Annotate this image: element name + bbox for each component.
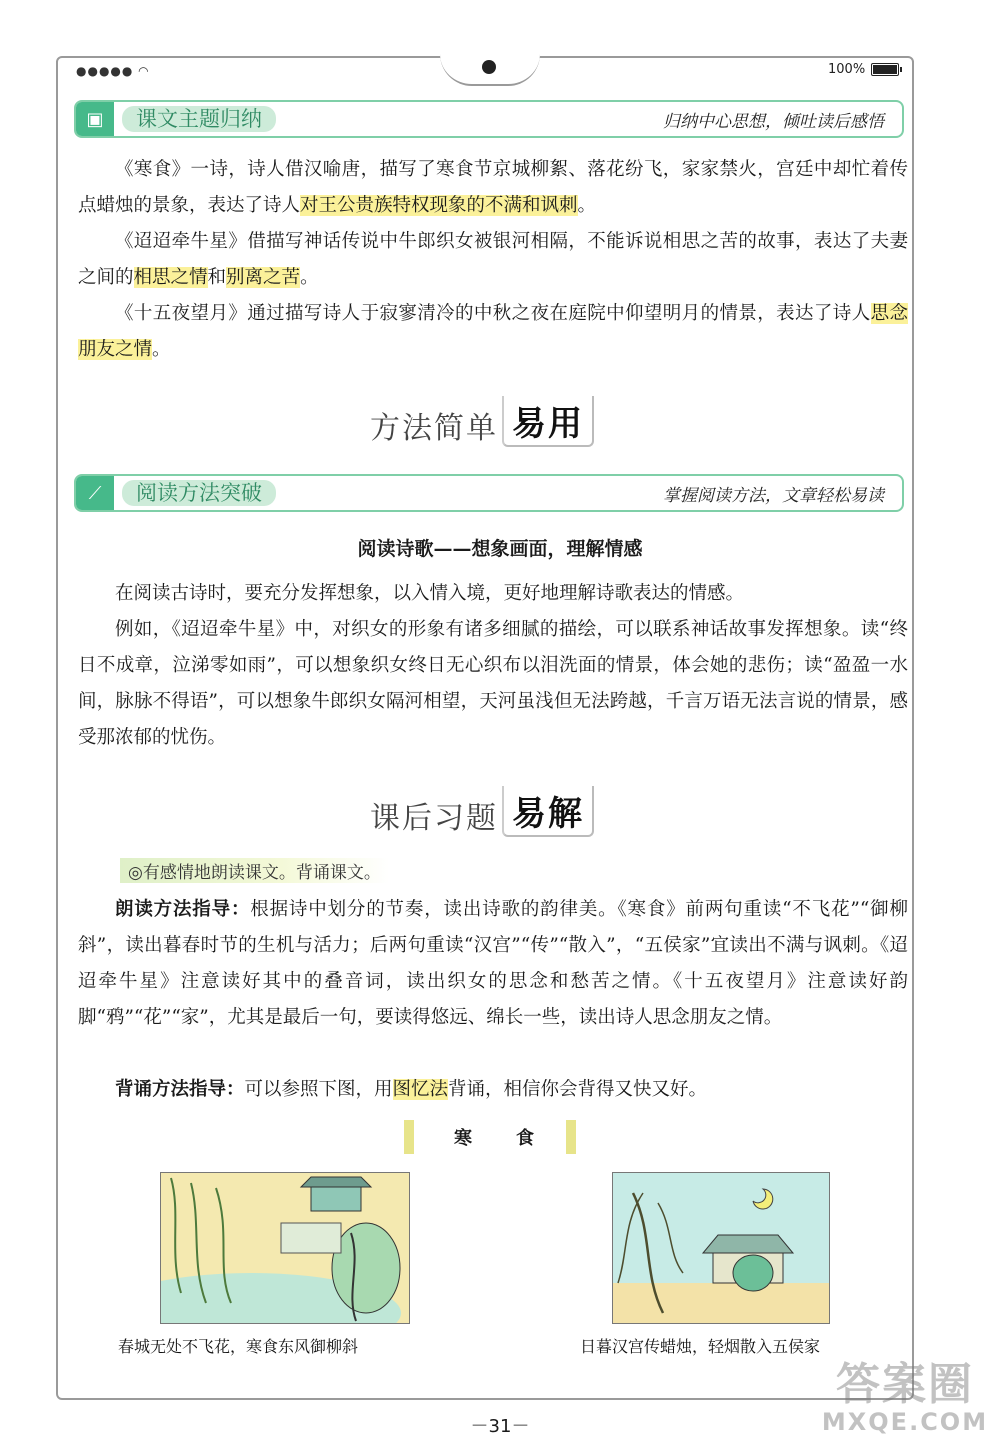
illustration-palace-dusk <box>612 1172 830 1324</box>
watermark <box>820 1359 990 1436</box>
recite-guide: 背诵方法指导：可以参照下图，用图忆法背诵，相信你会背得又快又好。 <box>115 1079 708 1100</box>
poem-title <box>404 1120 584 1154</box>
signal-indicator <box>76 64 150 78</box>
banner-exercise <box>370 786 594 837</box>
caption-left: 春城无处不飞花，寒食东风御柳斜 <box>118 1337 359 1356</box>
method-heading: 阅读诗歌——想象画面，理解情感 <box>357 538 643 560</box>
reading-guide: 朗读方法指导：根据诗中划分的节奏，读出诗歌的韵律美。《寒食》前两句重读“不飞花”“御柳斜”，读出暮春时节的生机与活力；后两句重读“汉宫”“传”“散入”，“五侯家”宜读出不满与讽刺。《迢迢牵牛星》注意读好其中的叠音词，读出织女的思念和愁苦之情。《十五夜望月》注意读好韵脚“鸦”“花”“家”，尤其是最后一句，要读得悠远、绵长一些，读出诗人思念朋友之情。 <box>78 899 908 1028</box>
camera-dot <box>482 60 496 74</box>
section-note: 归纳中心思想，倾吐读后感悟 <box>663 111 884 132</box>
caption-right: 日暮汉宫传蜡烛，轻烟散入五侯家 <box>580 1337 821 1356</box>
battery-status <box>828 62 899 77</box>
section-bar-reading <box>74 474 904 512</box>
battery-text: 100% <box>828 62 866 77</box>
method-paragraph-2: 例如，《迢迢牵牛星》中，对织女的形象有诸多细腻的描绘，可以联系神话故事发挥想象。读“终日不成章，泣涕零如雨”，可以想象织女终日无心织布以泪洗面的情景，体会她的悲伤；读“盈盈一水间，脉脉不得语”，可以想象牛郎织女隔河相望，天河虽浅但无法跨越，千言万语无法言说的情景，感受那浓郁的忧伤。 <box>78 619 908 748</box>
poem-title-char: 寒 <box>454 1128 472 1149</box>
method-paragraph-1: 在阅读古诗时，要充分发挥想象，以入情入境，更好地理解诗歌表达的情感。 <box>115 583 745 604</box>
banner-method <box>370 396 594 447</box>
wifi-icon: ◠ <box>138 64 150 78</box>
section-title: 课文主题归纳 <box>122 106 276 132</box>
palace-image <box>613 1173 829 1323</box>
section-bar-theme <box>74 100 904 138</box>
banner-big-text: 易解 <box>502 786 594 837</box>
section-note: 掌握阅读方法，文章轻松易读 <box>663 485 884 506</box>
paragraph-shiwuye: 《十五夜望月》通过描写诗人于寂寥清冷的中秋之夜在庭院中仰望明月的情景，表达了诗人思念朋友之情。 <box>78 303 908 360</box>
banner-small-text: 方法简单 <box>370 411 498 446</box>
signal-text: ●●●●● <box>76 64 139 78</box>
frame-icon: ▣ <box>76 102 114 136</box>
chart-icon: ⟋ <box>76 476 114 510</box>
poem-title-char: 食 <box>516 1128 534 1149</box>
paragraph-hanshi: 《寒食》一诗，诗人借汉喻唐，描写了寒食节京城柳絮、落花纷飞，家家禁火，宫廷中却忙着传点蜡烛的景象，表达了诗人对王公贵族特权现象的不满和讽刺。 <box>78 159 908 216</box>
watermark-title: 答案圈 <box>836 1359 974 1410</box>
section-title: 阅读方法突破 <box>122 480 276 506</box>
paragraph-tiaotiao: 《迢迢牵牛星》借描写神话传说中牛郎织女被银河相隔，不能诉说相思之苦的故事，表达了夫妻之间的相思之情和别离之苦。 <box>78 231 908 288</box>
battery-icon <box>871 63 899 76</box>
banner-small-text: 课后习题 <box>370 801 498 836</box>
watermark-url: MXQE.COM <box>821 1408 989 1436</box>
exercise-task: ◎有感情地朗读课文。背诵课文。 <box>120 858 389 883</box>
page-number: －31－ <box>470 1416 530 1437</box>
banner-big-text: 易用 <box>502 396 594 447</box>
illustration-spring-city <box>160 1172 410 1324</box>
landscape-image <box>161 1173 409 1323</box>
